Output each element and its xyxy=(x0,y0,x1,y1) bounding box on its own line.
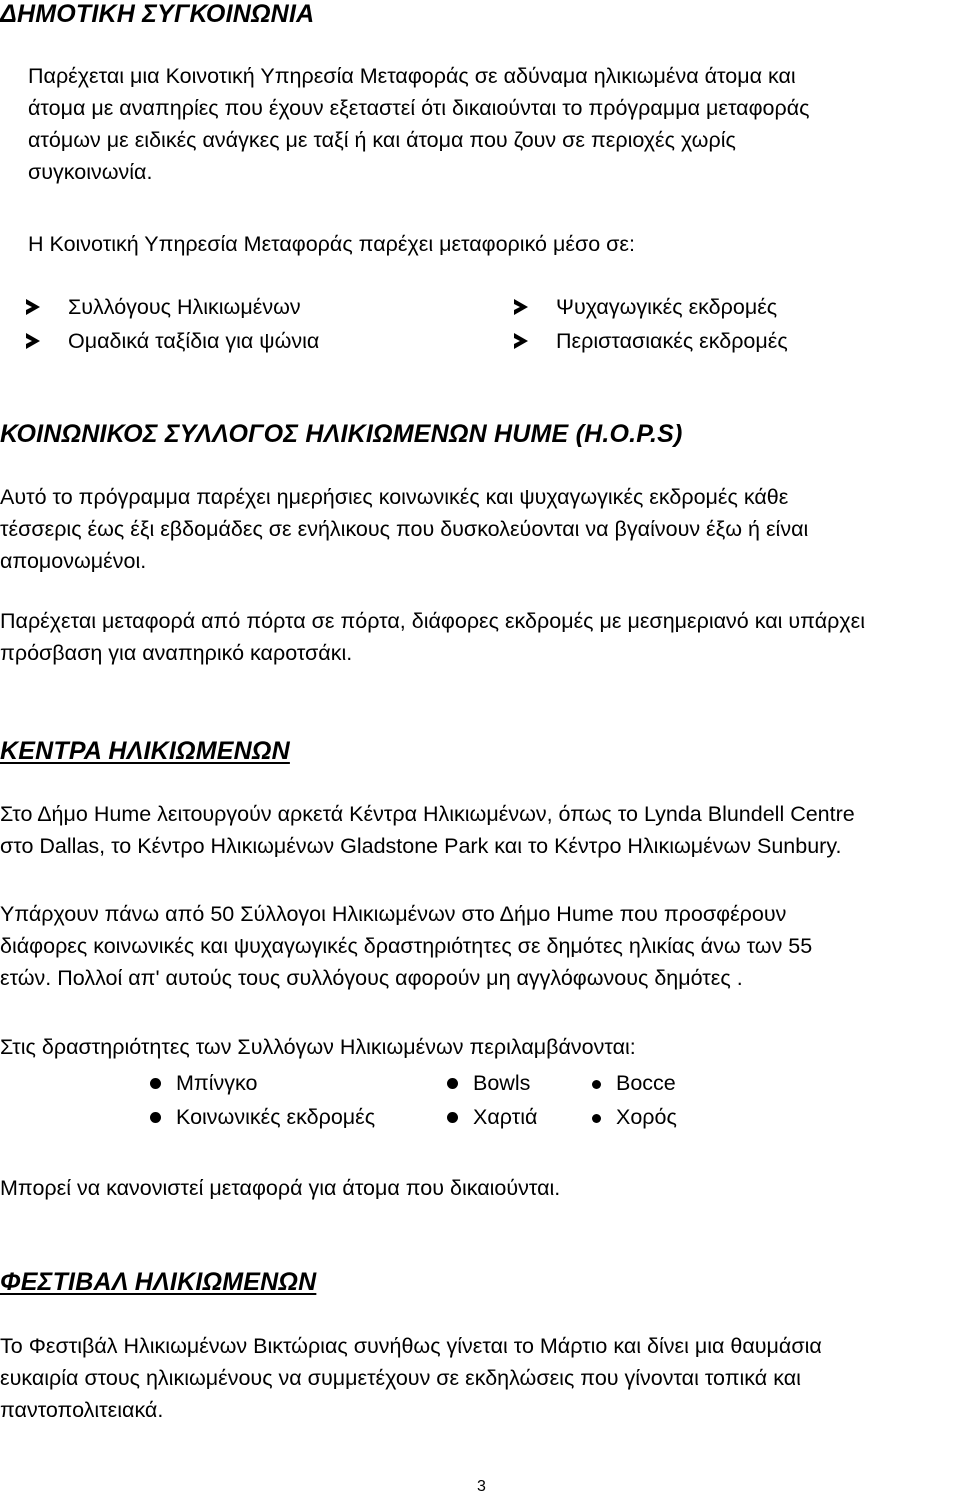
transport-services-list-right xyxy=(510,290,788,358)
paragraph-line: Αυτό το πρόγραμμα παρέχει ημερήσιες κοινωνικές και ψυχαγωγικές εκδρομές κάθε xyxy=(0,485,789,509)
list-item xyxy=(150,1066,375,1100)
section-heading-municipal-transport: ΔΗΜΟΤΙΚΗ ΣΥΓΚΟΙΝΩΝΙΑ xyxy=(0,0,315,28)
paragraph-line: Παρέχεται μια Κοινοτική Υπηρεσία Μεταφοράς σε αδύναμα ηλικιωμένα άτομα και xyxy=(28,64,796,88)
list-item xyxy=(447,1066,537,1100)
section-heading-hops: ΚΟΙΝΩΝΙΚΟΣ ΣΥΛΛΟΓΟΣ ΗΛΙΚΙΩΜΕΝΩΝ HUME (H.O.P.S) xyxy=(0,420,683,448)
list-item-label: Μπίνγκο xyxy=(176,1071,258,1095)
paragraph-line: ευκαιρία στους ηλικιωμένους να συμμετέχουν σε εκδηλώσεις που γίνονται τοπικά και xyxy=(0,1366,801,1390)
paragraph-line: Παρέχεται μεταφορά από πόρτα σε πόρτα, διάφορες εκδρομές με μεσημεριανό και υπάρχει xyxy=(0,609,865,633)
list-item-label: Χορός xyxy=(616,1105,677,1129)
section-heading-senior-centres: ΚΕΝΤΡΑ ΗΛΙΚΙΩΜΕΝΩΝ xyxy=(0,737,290,765)
activities-list-col-2 xyxy=(447,1066,537,1134)
transport-services-list-left xyxy=(22,290,319,358)
round-bullet-icon xyxy=(447,1078,458,1089)
list-item-label: Ψυχαγωγικές εκδρομές xyxy=(556,295,778,319)
hops-paragraph-2 xyxy=(0,605,865,669)
list-item-label: Bocce xyxy=(616,1071,676,1095)
list-item xyxy=(590,1066,677,1100)
list-item xyxy=(22,290,319,324)
paragraph-line: άτομα με αναπηρίες που έχουν εξεταστεί ότι δικαιούνται το πρόγραμμα μεταφοράς xyxy=(28,96,810,120)
transport-intro-paragraph xyxy=(28,60,810,188)
paragraph-line: στο Dallas, το Κέντρο Ηλικιωμένων Gladstone Park και το Κέντρο Ηλικιωμένων Sunbury. xyxy=(0,834,842,858)
paragraph-line: διάφορες κοινωνικές και ψυχαγωγικές δραστηριότητες σε δημότες ηλικίας άνω των 55 xyxy=(0,934,813,958)
paragraph-line: ετών. Πολλοί απ' αυτούς τους συλλόγους αφορούν μη αγγλόφωνους δημότες . xyxy=(0,966,743,990)
paragraph-line: Υπάρχουν πάνω από 50 Σύλλογοι Ηλικιωμένων στο Δήμο Hume που προσφέρουν xyxy=(0,902,787,926)
centres-paragraph-1 xyxy=(0,798,855,862)
list-item-label: Ομαδικά ταξίδια για ψώνια xyxy=(68,329,320,353)
list-item-label: Συλλόγους Ηλικιωμένων xyxy=(68,295,301,319)
round-bullet-icon xyxy=(150,1112,161,1123)
page-number: 3 xyxy=(477,1478,486,1495)
list-item xyxy=(590,1100,677,1134)
list-item xyxy=(150,1100,375,1134)
list-item-label: Περιστασιακές εκδρομές xyxy=(556,329,788,353)
activities-intro: Στις δραστηριότητες των Συλλόγων Ηλικιωμένων περιλαμβάνονται: xyxy=(0,1035,636,1059)
paragraph-line: Το Φεστιβάλ Ηλικιωμένων Βικτώριας συνήθως γίνεται το Μάρτιο και δίνει μια θαυμάσια xyxy=(0,1334,822,1358)
paragraph-line: πρόσβαση για αναπηρικό καροτσάκι. xyxy=(0,641,353,665)
round-bullet-icon xyxy=(447,1112,458,1123)
list-item xyxy=(510,290,788,324)
transport-note: Μπορεί να κανονιστεί μεταφορά για άτομα που δικαιούνται. xyxy=(0,1176,561,1200)
paragraph-line: ατόμων με ειδικές ανάγκες με ταξί ή και άτομα που ζουν σε περιοχές χωρίς xyxy=(28,128,736,152)
arrowhead-bullet-icon xyxy=(514,299,528,315)
arrowhead-bullet-icon xyxy=(514,333,528,349)
round-bullet-icon xyxy=(592,1114,601,1123)
festival-paragraph xyxy=(0,1330,822,1426)
section-heading-seniors-festival: ΦΕΣΤΙΒΑΛ ΗΛΙΚΙΩΜΕΝΩΝ xyxy=(0,1268,317,1296)
arrowhead-bullet-icon xyxy=(26,299,40,315)
list-item-label: Κοινωνικές εκδρομές xyxy=(176,1105,376,1129)
list-item xyxy=(22,324,319,358)
activities-list-col-1 xyxy=(150,1066,375,1134)
activities-list-col-3 xyxy=(590,1066,677,1134)
list-item xyxy=(447,1100,537,1134)
centres-paragraph-2 xyxy=(0,898,812,994)
arrowhead-bullet-icon xyxy=(26,333,40,349)
list-item-label: Bowls xyxy=(473,1071,531,1095)
paragraph-line: τέσσερις έως έξι εβδομάδες σε ενήλικους που δυσκολεύονται να βγαίνουν έξω ή είναι xyxy=(0,517,809,541)
round-bullet-icon xyxy=(592,1080,601,1089)
list-item xyxy=(510,324,788,358)
round-bullet-icon xyxy=(150,1078,161,1089)
hops-paragraph-1 xyxy=(0,481,808,577)
paragraph-line: συγκοινωνία. xyxy=(28,160,153,184)
paragraph-line: απομονωμένοι. xyxy=(0,549,147,573)
transport-services-intro: Η Κοινοτική Υπηρεσία Μεταφοράς παρέχει μεταφορικό μέσο σε: xyxy=(28,232,635,256)
paragraph-line: παντοπολιτειακά. xyxy=(0,1398,164,1422)
paragraph-line: Στο Δήμο Hume λειτουργούν αρκετά Κέντρα Ηλικιωμένων, όπως το Lynda Blundell Centre xyxy=(0,802,855,826)
list-item-label: Χαρτιά xyxy=(473,1105,538,1129)
